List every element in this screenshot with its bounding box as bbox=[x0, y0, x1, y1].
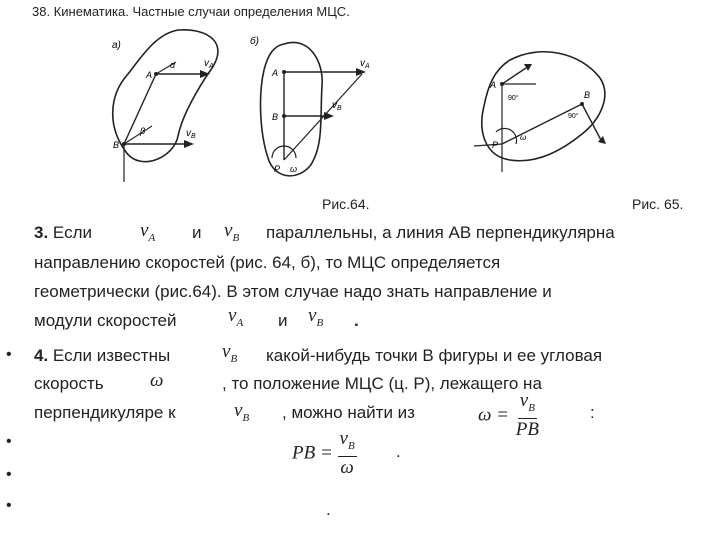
formula-colon: : bbox=[590, 403, 595, 422]
section-4-line2-a: скорость bbox=[34, 374, 104, 393]
arrow-va-65 bbox=[502, 68, 526, 84]
omega-symbol: ω bbox=[150, 370, 164, 391]
section-4-line1-b: какой-нибудь точки В фигуры и ее угловая bbox=[266, 346, 603, 365]
fig-b-tag: б) bbox=[250, 36, 259, 47]
label-90-a: 90° bbox=[508, 95, 519, 102]
section-3-line1: параллельны, а линия АВ перпендикулярна bbox=[266, 223, 615, 242]
velocity-line bbox=[284, 74, 362, 160]
figure-65 bbox=[470, 34, 620, 184]
arrow-va-65-head bbox=[524, 64, 532, 71]
vb-symbol: $v_B$ bbox=[224, 220, 240, 244]
line-pb bbox=[502, 104, 582, 144]
arrow-vb-65 bbox=[582, 104, 602, 142]
section-3-line4: модули скоростей bbox=[34, 311, 177, 330]
label-b: B bbox=[113, 140, 120, 150]
label-vb-b: $v_B$ bbox=[332, 100, 342, 112]
point-a-b bbox=[282, 70, 286, 74]
section-4-line2-b: , то положение МЦС (ц. Р), лежащего на bbox=[222, 374, 542, 393]
point-b-b bbox=[282, 114, 286, 118]
section-4-line3-b: , можно найти из bbox=[282, 403, 415, 422]
section-3-line3: геометрически (рис.64). В этом случае надо знать направление и bbox=[34, 282, 552, 301]
section-3-and: и bbox=[192, 223, 202, 242]
point-a-65 bbox=[500, 82, 504, 86]
section-3-end-dot: . bbox=[354, 311, 359, 330]
figure-64a bbox=[100, 26, 240, 186]
section-4-line3-a: перпендикуляре к bbox=[34, 403, 176, 422]
formula-pb: PB = $\frac{v_B}{\omega}$ bbox=[292, 428, 355, 478]
page-title: 38. Кинематика. Частные случаи определения МЦС. bbox=[32, 4, 350, 19]
bullet-2: • bbox=[6, 433, 12, 450]
caption-fig-65: Рис. 65. bbox=[632, 196, 684, 212]
label-beta: β bbox=[140, 126, 146, 136]
section-3-number: 3. bbox=[34, 223, 49, 242]
formula-pb-dot: . bbox=[396, 442, 401, 461]
label-omega-b: ω bbox=[290, 164, 298, 174]
formula-omega: ω = $\frac{v_B}{PB}$ bbox=[478, 390, 539, 440]
arrow-va-head bbox=[200, 70, 210, 78]
bullet-4: • bbox=[6, 497, 12, 514]
arrow-vb-b-head bbox=[324, 112, 334, 120]
va-symbol: $v_A$ bbox=[140, 220, 156, 244]
section-3-line2: направлению скоростей (рис. 64, б), то МЦС определяется bbox=[34, 253, 501, 272]
label-b-b: B bbox=[272, 112, 279, 122]
label-alpha: α bbox=[170, 60, 176, 70]
label-p-b: P bbox=[274, 164, 281, 174]
label-va-b: $v_A$ bbox=[360, 58, 370, 70]
caption-fig-64: Рис.64. bbox=[322, 196, 370, 212]
body-outline bbox=[113, 30, 218, 162]
label-b-65: B bbox=[584, 90, 591, 100]
section-4-line1-a: Если известны bbox=[52, 346, 171, 365]
point-b bbox=[122, 142, 126, 146]
label-p-65: P bbox=[492, 140, 499, 150]
label-vb: $v_B$ bbox=[186, 128, 196, 140]
va-symbol-2: $v_A$ bbox=[228, 305, 244, 329]
label-90-b: 90° bbox=[568, 113, 579, 120]
fig-a-tag: a) bbox=[112, 40, 121, 51]
vb-symbol-2: $v_B$ bbox=[308, 305, 324, 329]
vb-symbol-4: $v_B$ bbox=[234, 400, 250, 424]
body-outline-b bbox=[261, 42, 323, 175]
point-a bbox=[154, 72, 158, 76]
bullet-1: • bbox=[6, 346, 12, 363]
figure-64b bbox=[246, 26, 386, 186]
label-a: A bbox=[146, 70, 153, 80]
arrow-vb-head bbox=[184, 140, 194, 148]
label-a-65: A bbox=[490, 80, 497, 90]
vb-symbol-3: $v_B$ bbox=[222, 341, 238, 365]
bullet-3: • bbox=[6, 466, 12, 483]
section-3-and-2: и bbox=[278, 311, 288, 330]
point-b-65 bbox=[580, 102, 584, 106]
label-a-b: A bbox=[272, 68, 279, 78]
last-dot: . bbox=[326, 500, 331, 519]
label-omega-65: ω bbox=[520, 133, 527, 142]
section-4-number: 4. bbox=[34, 346, 49, 365]
label-va: $v_A$ bbox=[204, 58, 214, 70]
section-3-if: Если bbox=[52, 223, 92, 242]
